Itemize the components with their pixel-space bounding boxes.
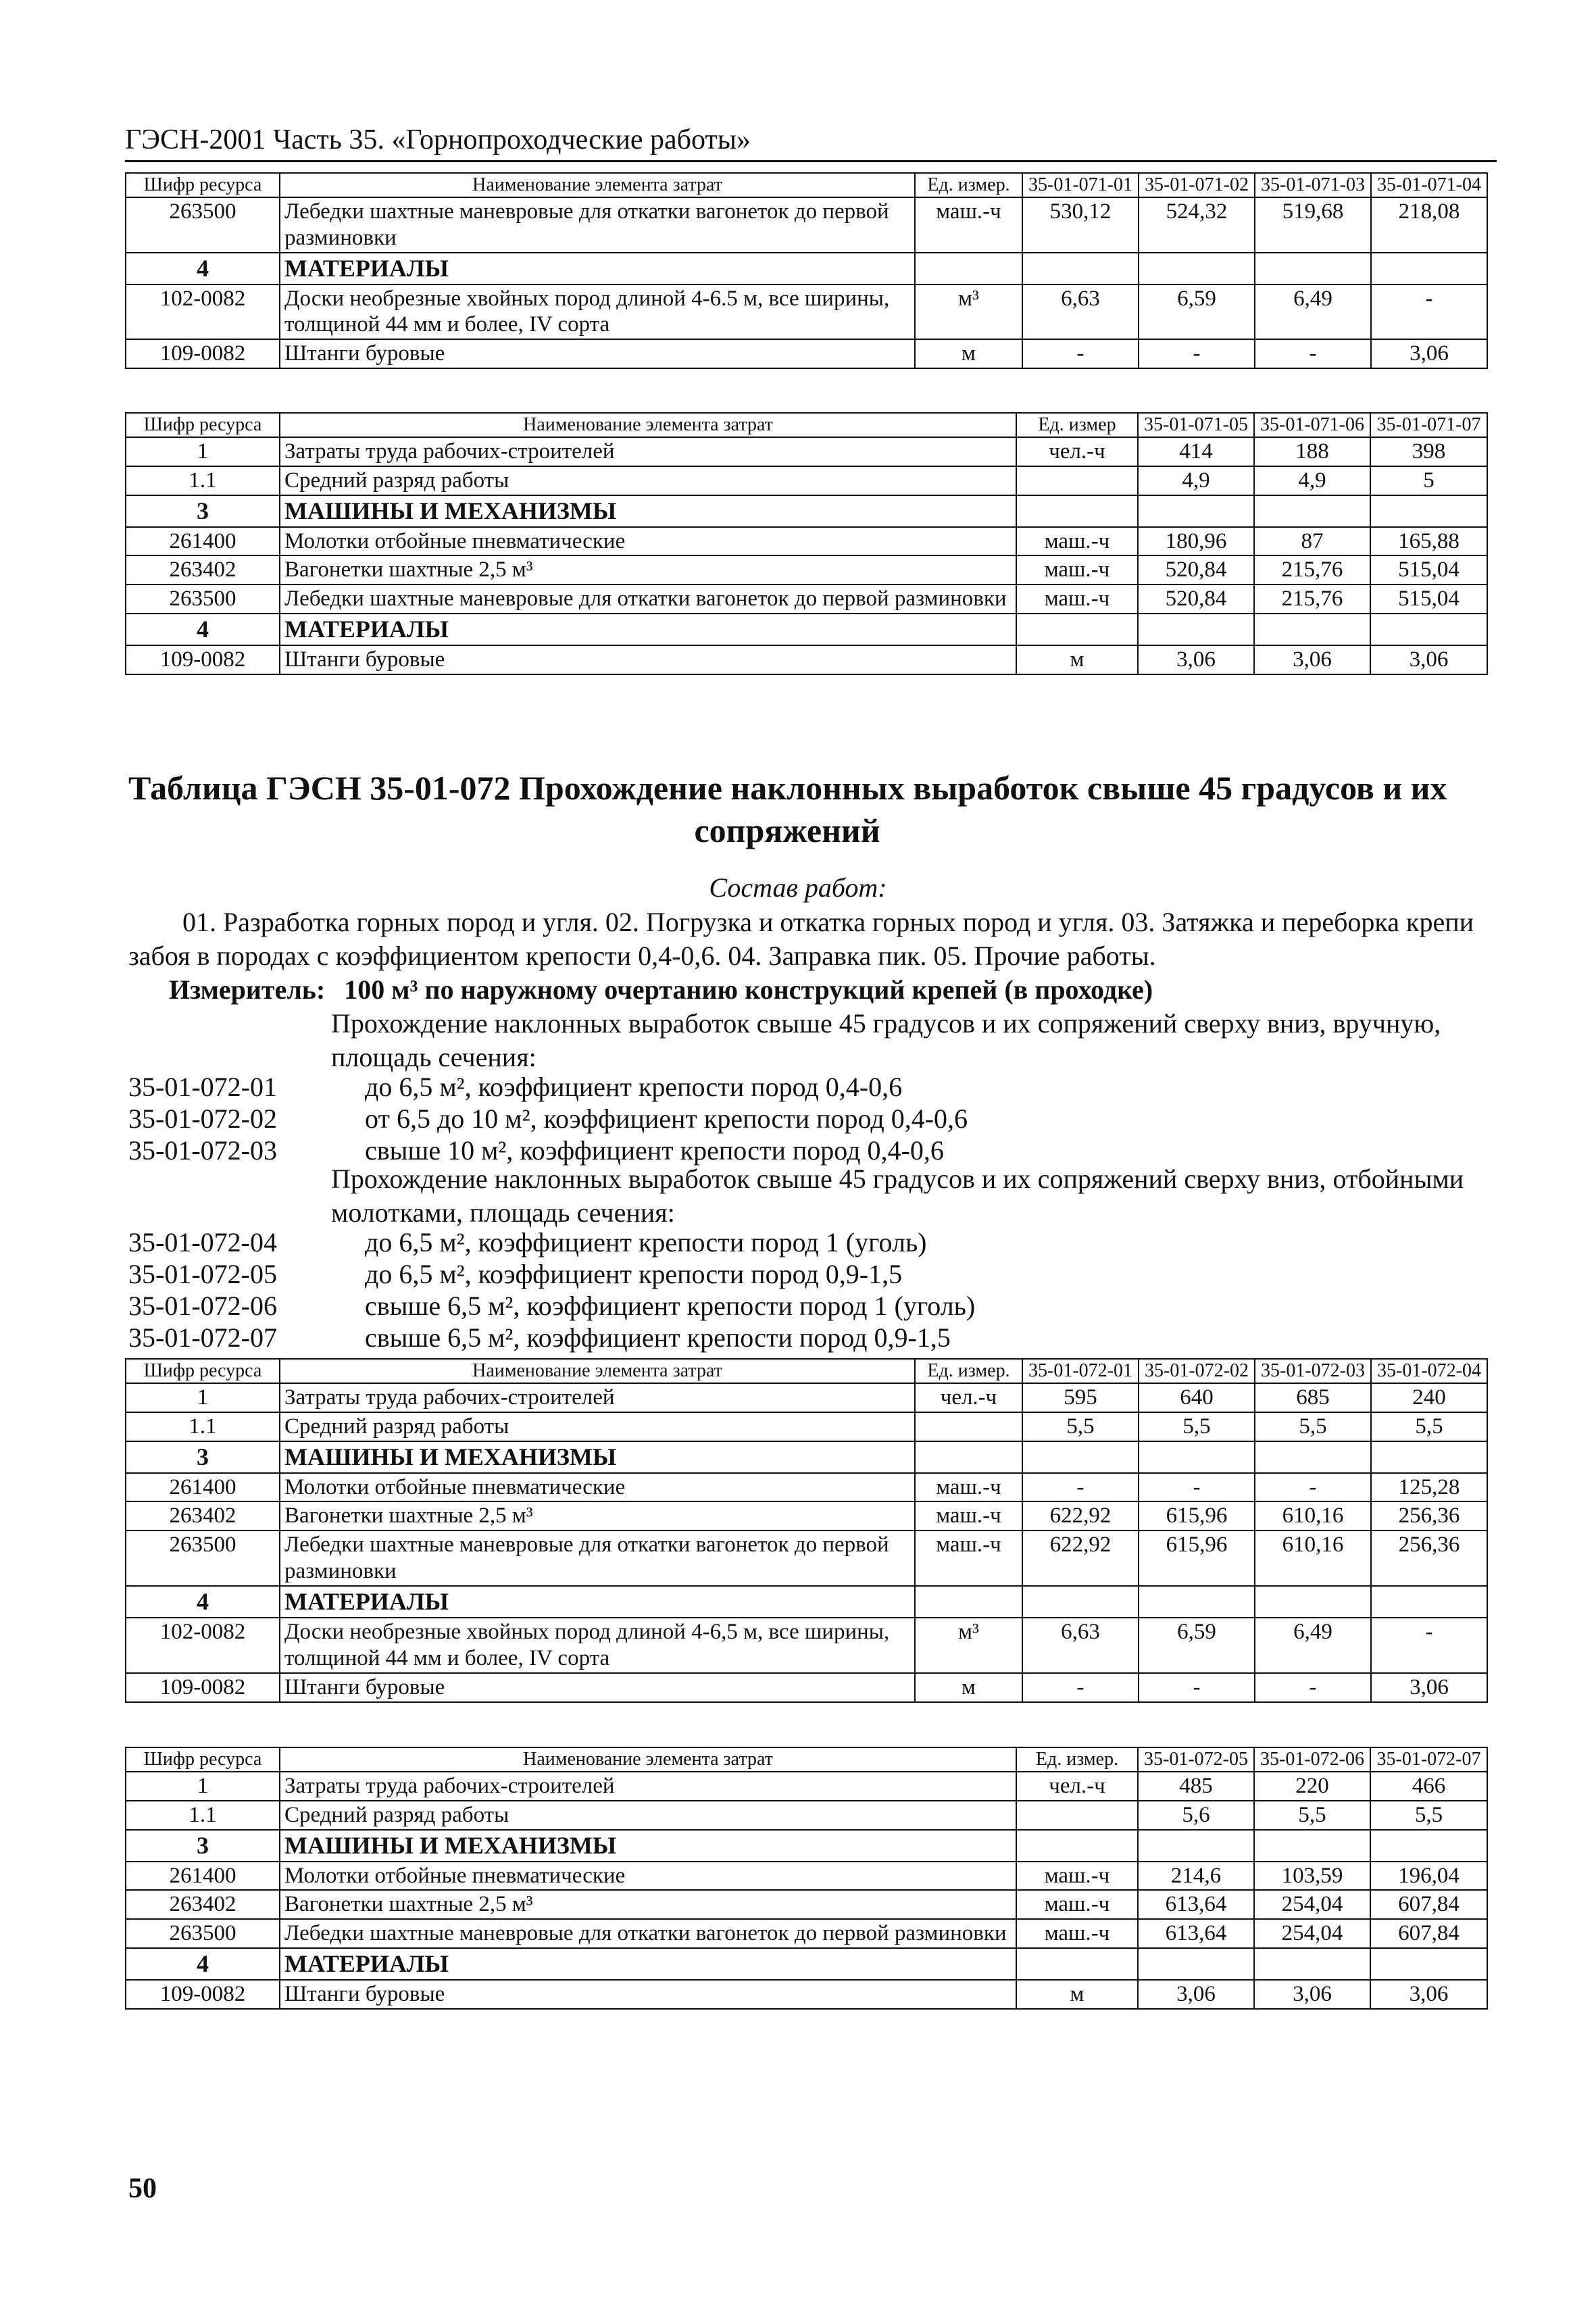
variant-description: до 6,5 м², коэффициент крепости пород 0,4-0,6: [365, 1072, 903, 1102]
section-row: [126, 1586, 1487, 1617]
cell-unit: [915, 1441, 1022, 1472]
cell-value: 615,96: [1139, 1501, 1255, 1530]
cell-value: 524,32: [1139, 197, 1255, 253]
variant-description: свыше 6,5 м², коэффициент крепости пород 1 (уголь): [365, 1291, 976, 1321]
cell-value: 3,06: [1254, 1980, 1370, 2009]
cell-name: Доски необрезные хвойных пород длиной 4-6.5 м, все ширины, толщиной 44 мм и более, IV сорта: [280, 284, 915, 340]
cell-name: Затраты труда рабочих-строителей: [280, 1772, 1016, 1801]
cell-value: 685: [1255, 1383, 1371, 1412]
cell-value: 530,12: [1022, 197, 1139, 253]
cell-code: 109-0082: [126, 645, 280, 674]
table-row: [126, 1980, 1487, 2009]
cell-code: 3: [126, 1830, 280, 1861]
cell-value: 218,08: [1371, 197, 1487, 253]
cell-value: 240: [1371, 1383, 1487, 1412]
variant-description: свыше 10 м², коэффициент крепости пород 0,4-0,6: [365, 1135, 944, 1166]
cell-name: МАШИНЫ И МЕХАНИЗМЫ: [280, 1830, 1016, 1861]
cell-value: 613,64: [1138, 1919, 1254, 1948]
table-row: [126, 1618, 1487, 1673]
cell-unit: [915, 253, 1022, 284]
cell-value: -: [1255, 1673, 1371, 1702]
cell-value: -: [1139, 1473, 1255, 1502]
cell-unit: маш.-ч: [1016, 1919, 1138, 1948]
cell-value: 3,06: [1138, 1980, 1254, 2009]
cell-value: 215,76: [1254, 555, 1370, 584]
cell-name: МАТЕРИАЛЫ: [280, 1586, 915, 1617]
cell-unit: маш.-ч: [1016, 527, 1138, 556]
variant-row: [128, 1135, 1480, 1166]
header-row: [126, 1747, 1487, 1772]
header-name: Наименование элемента затрат: [280, 173, 915, 197]
cell-value: 622,92: [1022, 1530, 1139, 1586]
cell-unit: маш.-ч: [915, 1501, 1022, 1530]
cell-value: 256,36: [1371, 1501, 1487, 1530]
cell-code: 1: [126, 1383, 280, 1412]
page-number: 50: [128, 2173, 157, 2204]
cell-value: [1138, 495, 1254, 526]
running-header: ГЭСН-2001 Часть 35. «Горнопроходческие работы»: [125, 124, 1497, 162]
cell-value: 5,5: [1254, 1801, 1370, 1830]
section-row: [126, 1948, 1487, 1979]
cell-unit: [915, 1412, 1022, 1441]
cell-value: [1138, 1948, 1254, 1979]
cell-unit: [1016, 495, 1138, 526]
cell-name: МАШИНЫ И МЕХАНИЗМЫ: [280, 495, 1016, 526]
cell-code: 109-0082: [126, 1980, 280, 2009]
cell-value: 87: [1254, 527, 1370, 556]
variant-code: 35-01-072-06: [128, 1291, 277, 1321]
cell-code: 4: [126, 1586, 280, 1617]
cell-unit: маш.-ч: [1016, 1862, 1138, 1891]
cell-name: Доски необрезные хвойных пород длиной 4-6,5 м, все ширины, толщиной 44 мм и более, IV сорта: [280, 1618, 915, 1673]
cell-value: 3,06: [1370, 1980, 1487, 2009]
cell-code: 263500: [126, 197, 280, 253]
cell-value: 613,64: [1138, 1890, 1254, 1919]
cell-value: 256,36: [1371, 1530, 1487, 1586]
cell-value: [1370, 614, 1487, 645]
cell-unit: [915, 1586, 1022, 1617]
cell-name: МАТЕРИАЛЫ: [280, 1948, 1016, 1979]
cell-code: 1: [126, 1772, 280, 1801]
work-composition-label: Состав работ:: [709, 872, 887, 903]
variant-code: 35-01-072-07: [128, 1322, 277, 1353]
cell-unit: [1016, 466, 1138, 495]
cell-value: [1254, 495, 1370, 526]
cell-value: 5: [1370, 466, 1487, 495]
header-variant: 35-01-072-05: [1138, 1747, 1254, 1772]
cell-name: Штанги буровые: [280, 1673, 915, 1702]
cell-value: 165,88: [1370, 527, 1487, 556]
cell-code: 1: [126, 437, 280, 466]
cell-value: 610,16: [1255, 1501, 1371, 1530]
cell-value: 6,63: [1022, 1618, 1139, 1673]
header-unit: Ед. измер.: [915, 173, 1022, 197]
measure-label: Измеритель:: [169, 974, 326, 1005]
cell-value: -: [1139, 1673, 1255, 1702]
measure-text: 100 м³ по наружному очертанию конструкций крепей (в проходке): [344, 974, 1153, 1005]
cell-value: 6,59: [1139, 1618, 1255, 1673]
table-row: [126, 527, 1487, 556]
table-row: [126, 1919, 1487, 1948]
table-row: [126, 1383, 1487, 1412]
cell-name: Средний разряд работы: [280, 1412, 915, 1441]
cell-code: 1.1: [126, 466, 280, 495]
cell-unit: м: [1016, 645, 1138, 674]
cell-value: 196,04: [1370, 1862, 1487, 1891]
variant-code: 35-01-072-05: [128, 1259, 277, 1289]
title-line-2: сопряжений: [694, 811, 880, 849]
cell-value: [1371, 1586, 1487, 1617]
cell-name: Затраты труда рабочих-строителей: [280, 437, 1016, 466]
cell-value: 515,04: [1370, 555, 1487, 584]
section-row: [126, 495, 1487, 526]
cell-value: [1022, 1586, 1139, 1617]
table-title: [128, 767, 1487, 851]
cell-value: 4,9: [1138, 466, 1254, 495]
cell-code: 261400: [126, 527, 280, 556]
cell-value: [1255, 1586, 1371, 1617]
cell-value: 5,6: [1138, 1801, 1254, 1830]
cell-unit: маш.-ч: [915, 1530, 1022, 1586]
cell-code: 263500: [126, 1530, 280, 1586]
cell-unit: маш.-ч: [915, 197, 1022, 253]
cell-code: 1.1: [126, 1412, 280, 1441]
cell-name: Лебедки шахтные маневровые для откатки вагонеток до первой разминовки: [280, 197, 915, 253]
cell-code: 4: [126, 253, 280, 284]
header-code: Шифр ресурса: [126, 1359, 280, 1383]
variant-description: до 6,5 м², коэффициент крепости пород 0,9-1,5: [365, 1259, 903, 1289]
variant-row: [128, 1290, 1480, 1322]
cell-code: 4: [126, 1948, 280, 1979]
resource-table-072-01-04: [125, 1358, 1488, 1703]
header-variant: 35-01-072-06: [1254, 1747, 1370, 1772]
cell-name: Средний разряд работы: [280, 466, 1016, 495]
header-variant: 35-01-072-04: [1371, 1359, 1487, 1383]
variant-description: свыше 6,5 м², коэффициент крепости пород 0,9-1,5: [365, 1322, 951, 1353]
cell-name: Молотки отбойные пневматические: [280, 527, 1016, 556]
cell-name: Затраты труда рабочих-строителей: [280, 1383, 915, 1412]
header-row: [126, 413, 1487, 437]
cell-unit: м: [915, 339, 1022, 368]
variant-code: 35-01-072-02: [128, 1103, 277, 1134]
table-row: [126, 339, 1487, 368]
cell-value: [1371, 1441, 1487, 1472]
cell-value: 515,04: [1370, 584, 1487, 614]
cell-value: 3,06: [1254, 645, 1370, 674]
cell-code: 1.1: [126, 1801, 280, 1830]
section-row: [126, 1830, 1487, 1861]
cell-value: 5,5: [1139, 1412, 1255, 1441]
cell-value: 520,84: [1138, 584, 1254, 614]
cell-unit: м³: [915, 284, 1022, 340]
cell-value: 6,49: [1255, 1618, 1371, 1673]
cell-value: -: [1371, 1618, 1487, 1673]
cell-code: 261400: [126, 1473, 280, 1502]
cell-value: -: [1255, 1473, 1371, 1502]
cell-name: Лебедки шахтные маневровые для откатки вагонеток до первой разминовки: [280, 1530, 915, 1586]
header-variant: 35-01-071-07: [1370, 413, 1487, 437]
variant-description: от 6,5 до 10 м², коэффициент крепости пород 0,4-0,6: [365, 1103, 968, 1134]
header-variant: 35-01-071-03: [1255, 173, 1371, 197]
section-row: [126, 253, 1487, 284]
cell-value: 214,6: [1138, 1862, 1254, 1891]
header-name: Наименование элемента затрат: [280, 1747, 1016, 1772]
cell-code: 261400: [126, 1862, 280, 1891]
cell-value: [1138, 614, 1254, 645]
variant-row: [128, 1258, 1480, 1290]
resource-table-072-05-07: [125, 1747, 1488, 2010]
cell-name: МАТЕРИАЛЫ: [280, 253, 915, 284]
header-unit: Ед. измер.: [1016, 1747, 1138, 1772]
cell-unit: [1016, 1801, 1138, 1830]
table-row: [126, 437, 1487, 466]
cell-value: 398: [1370, 437, 1487, 466]
variant-list-manual: [128, 1071, 1480, 1166]
table-row: [126, 555, 1487, 584]
table-row: [126, 1530, 1487, 1586]
header-name: Наименование элемента затрат: [280, 413, 1016, 437]
cell-value: 254,04: [1254, 1919, 1370, 1948]
cell-name: МАТЕРИАЛЫ: [280, 614, 1016, 645]
header-variant: 35-01-071-01: [1022, 173, 1139, 197]
variant-code: 35-01-072-03: [128, 1135, 277, 1166]
cell-unit: м³: [915, 1618, 1022, 1673]
section-row: [126, 614, 1487, 645]
cell-value: -: [1022, 339, 1139, 368]
cell-value: 3,06: [1371, 1673, 1487, 1702]
variant-row: [128, 1071, 1480, 1103]
cell-value: 125,28: [1371, 1473, 1487, 1502]
cell-value: 6,59: [1139, 284, 1255, 340]
cell-unit: маш.-ч: [915, 1473, 1022, 1502]
cell-value: 220: [1254, 1772, 1370, 1801]
cell-unit: маш.-ч: [1016, 555, 1138, 584]
cell-value: [1255, 1441, 1371, 1472]
cell-name: Средний разряд работы: [280, 1801, 1016, 1830]
cell-code: 3: [126, 1441, 280, 1472]
cell-code: 109-0082: [126, 339, 280, 368]
cell-value: 3,06: [1138, 645, 1254, 674]
cell-value: 519,68: [1255, 197, 1371, 253]
cell-value: 607,84: [1370, 1890, 1487, 1919]
cell-value: -: [1022, 1473, 1139, 1502]
table-row: [126, 284, 1487, 340]
table-row: [126, 1772, 1487, 1801]
cell-value: 5,5: [1370, 1801, 1487, 1830]
cell-value: [1022, 253, 1139, 284]
cell-value: [1254, 614, 1370, 645]
variant-code: 35-01-072-04: [128, 1227, 277, 1258]
table-row: [126, 466, 1487, 495]
cell-name: Штанги буровые: [280, 645, 1016, 674]
cell-code: 3: [126, 495, 280, 526]
variant-list-hammers: [128, 1226, 1480, 1353]
header-code: Шифр ресурса: [126, 413, 280, 437]
header-variant: 35-01-072-02: [1139, 1359, 1255, 1383]
variant-description: до 6,5 м², коэффициент крепости пород 1 (уголь): [365, 1227, 927, 1258]
cell-value: [1139, 1586, 1255, 1617]
cell-unit: чел.-ч: [1016, 437, 1138, 466]
resource-table-071-05-07: [125, 412, 1488, 675]
cell-value: 6,63: [1022, 284, 1139, 340]
cell-code: 263402: [126, 555, 280, 584]
cell-value: [1139, 1441, 1255, 1472]
cell-name: Молотки отбойные пневматические: [280, 1862, 1016, 1891]
cell-unit: м: [915, 1673, 1022, 1702]
header-variant: 35-01-071-05: [1138, 413, 1254, 437]
cell-unit: [1016, 614, 1138, 645]
work-composition-text: [128, 905, 1487, 973]
cell-unit: чел.-ч: [915, 1383, 1022, 1412]
table-row: [126, 1862, 1487, 1891]
header-variant: 35-01-071-02: [1139, 173, 1255, 197]
title-line-1: Таблица ГЭСН 35-01-072 Прохождение наклонных выработок свыше 45 градусов и их: [128, 769, 1447, 807]
cell-code: 263500: [126, 1919, 280, 1948]
cell-value: -: [1255, 339, 1371, 368]
header-variant: 35-01-072-07: [1370, 1747, 1487, 1772]
cell-unit: [1016, 1830, 1138, 1861]
cell-value: 180,96: [1138, 527, 1254, 556]
resource-table-071-01-04: [125, 172, 1488, 369]
cell-name: Молотки отбойные пневматические: [280, 1473, 915, 1502]
cell-value: 5,5: [1255, 1412, 1371, 1441]
intro-hammers: Прохождение наклонных выработок свыше 45 градусов и их сопряжений сверху вниз, отбойными молотками, площадь сечения:: [331, 1164, 1464, 1228]
cell-value: 622,92: [1022, 1501, 1139, 1530]
cell-name: Лебедки шахтные маневровые для откатки вагонеток до первой разминовки: [280, 584, 1016, 614]
cell-value: 3,06: [1370, 645, 1487, 674]
table-row: [126, 1412, 1487, 1441]
cell-value: [1254, 1830, 1370, 1861]
header-code: Шифр ресурса: [126, 173, 280, 197]
cell-value: 466: [1370, 1772, 1487, 1801]
cell-code: 109-0082: [126, 1673, 280, 1702]
cell-unit: маш.-ч: [1016, 1890, 1138, 1919]
header-variant: 35-01-071-06: [1254, 413, 1370, 437]
cell-unit: м: [1016, 1980, 1138, 2009]
header-variant: 35-01-071-04: [1371, 173, 1487, 197]
header-variant: 35-01-072-03: [1255, 1359, 1371, 1383]
intro-manual: Прохождение наклонных выработок свыше 45 градусов и их сопряжений сверху вниз, вручную, площадь сечения:: [331, 1008, 1441, 1072]
header-row: [126, 1359, 1487, 1383]
cell-value: 610,16: [1255, 1530, 1371, 1586]
table-row: [126, 197, 1487, 253]
table-row: [126, 645, 1487, 674]
cell-value: 215,76: [1254, 584, 1370, 614]
cell-code: 263402: [126, 1501, 280, 1530]
cell-code: 263500: [126, 584, 280, 614]
cell-value: [1254, 1948, 1370, 1979]
cell-name: Штанги буровые: [280, 339, 915, 368]
cell-value: 485: [1138, 1772, 1254, 1801]
cell-code: 102-0082: [126, 1618, 280, 1673]
cell-value: [1139, 253, 1255, 284]
cell-value: 607,84: [1370, 1919, 1487, 1948]
section-row: [126, 1441, 1487, 1472]
cell-unit: маш.-ч: [1016, 584, 1138, 614]
cell-name: Вагонетки шахтные 2,5 м³: [280, 1501, 915, 1530]
cell-code: 263402: [126, 1890, 280, 1919]
cell-unit: [1016, 1948, 1138, 1979]
cell-value: [1138, 1830, 1254, 1861]
cell-value: 103,59: [1254, 1862, 1370, 1891]
table-row: [126, 1890, 1487, 1919]
work-composition-body: 01. Разработка горных пород и угля. 02. Погрузка и откатка горных пород и угля. 03. Затяжка и переборка крепи забоя в породах с коэффициентом крепости 0,4-0,6. 04. Заправка пик. 05. Прочие работы.: [128, 907, 1474, 971]
table-row: [126, 1473, 1487, 1502]
cell-value: -: [1139, 339, 1255, 368]
header-row: [126, 173, 1487, 197]
header-unit: Ед. измер.: [915, 1359, 1022, 1383]
cell-value: 595: [1022, 1383, 1139, 1412]
table-row: [126, 1673, 1487, 1702]
header-code: Шифр ресурса: [126, 1747, 280, 1772]
cell-code: 4: [126, 614, 280, 645]
variant-row: [128, 1103, 1480, 1135]
cell-value: 188: [1254, 437, 1370, 466]
cell-name: Вагонетки шахтные 2,5 м³: [280, 1890, 1016, 1919]
cell-value: 640: [1139, 1383, 1255, 1412]
cell-code: 102-0082: [126, 284, 280, 340]
variant-row: [128, 1226, 1480, 1258]
cell-value: [1255, 253, 1371, 284]
cell-value: [1371, 253, 1487, 284]
cell-value: [1022, 1441, 1139, 1472]
table-row: [126, 584, 1487, 614]
cell-value: 520,84: [1138, 555, 1254, 584]
cell-name: МАШИНЫ И МЕХАНИЗМЫ: [280, 1441, 915, 1472]
cell-value: 414: [1138, 437, 1254, 466]
variant-row: [128, 1322, 1480, 1353]
cell-value: [1370, 495, 1487, 526]
cell-unit: чел.-ч: [1016, 1772, 1138, 1801]
cell-value: 5,5: [1022, 1412, 1139, 1441]
cell-name: Лебедки шахтные маневровые для откатки вагонеток до первой разминовки: [280, 1919, 1016, 1948]
cell-value: 5,5: [1371, 1412, 1487, 1441]
header-unit: Ед. измер: [1016, 413, 1138, 437]
cell-value: -: [1371, 284, 1487, 340]
cell-value: 4,9: [1254, 466, 1370, 495]
cell-name: Штанги буровые: [280, 1980, 1016, 2009]
cell-value: [1370, 1948, 1487, 1979]
table-row: [126, 1801, 1487, 1830]
cell-value: 615,96: [1139, 1530, 1255, 1586]
header-name: Наименование элемента затрат: [280, 1359, 915, 1383]
variant-code: 35-01-072-01: [128, 1072, 277, 1102]
cell-value: 6,49: [1255, 284, 1371, 340]
cell-value: 3,06: [1371, 339, 1487, 368]
cell-value: 254,04: [1254, 1890, 1370, 1919]
header-variant: 35-01-072-01: [1022, 1359, 1139, 1383]
measure-line: [169, 973, 1493, 1007]
cell-name: Вагонетки шахтные 2,5 м³: [280, 555, 1016, 584]
cell-value: [1370, 1830, 1487, 1861]
cell-value: -: [1022, 1673, 1139, 1702]
table-row: [126, 1501, 1487, 1530]
